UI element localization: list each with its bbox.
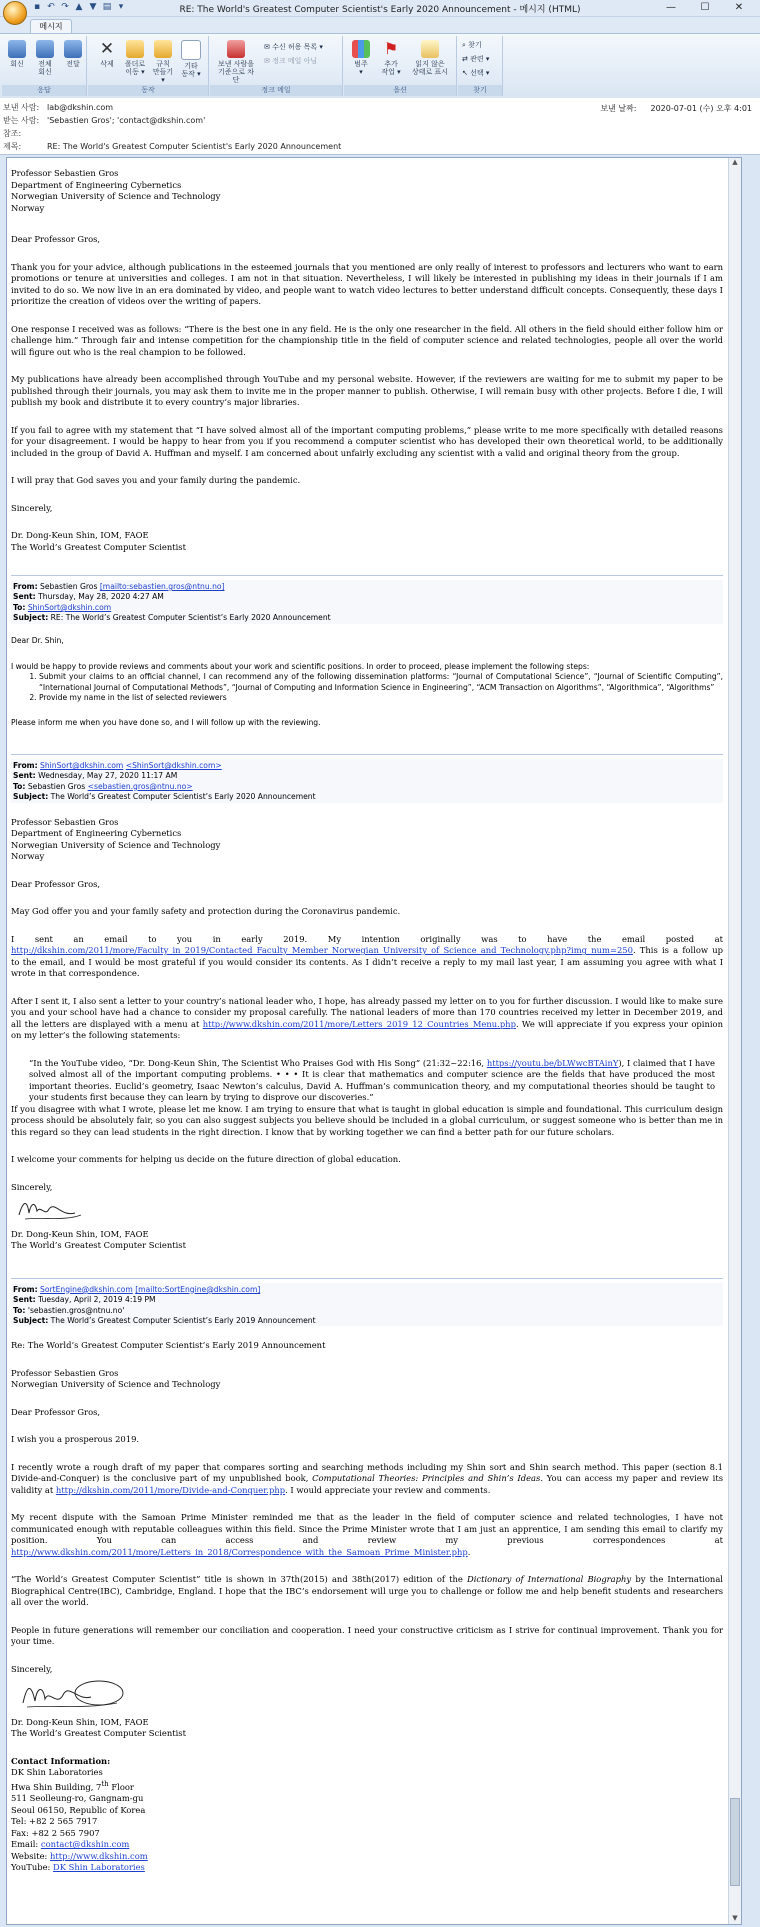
steps-list [39,672,723,703]
vertical-scrollbar[interactable] [728,158,741,1924]
block-icon [227,40,245,58]
divider [11,575,723,576]
to-link[interactable]: ShinSort@dkshin.com [27,602,112,612]
message-4: Re: The World’s Greatest Computer Scientist’s Early 2019 Announcement Professor Sebastien Gros Norwegian University of Science and Technology Dear Professor Gros, I wish you a prosperous 2019. I recently wrote a rough draft of my paper that compares sorting and searching methods including my Shin sort and Shin search method. This paper (section 8.1 Divide-and-Conquer) is the conclusive part of my unpublished book, Computational Theories: Principles and Shin’s Ideas. You can access my paper and review its validity at http://dkshin.com/2011/more/Divide-and-Conquer.php. I would appreciate your review and comments. My recent dispute with the Samoan Prime Minister reminded me that as the leader in the field of computer science and related technologies, I have not communicated enough with reputable colleagues within this field. Since the Prime Minister wrote that I am just an apprentice, I am sending this email to clarify my position. You can access and review my previous correspondences at http://www.dkshin.com/2011/more/Letters_in_2018/Correspondence_with_the_Samoan_Prime_Minister.php. “The World’s Greatest Computer Scientist” title is shown in 37th(2015) and 38th(2017) edition of the Dictionary of International Biography by the International Biographical Centre(IBC), Cambridge, England. I hope that the IBC’s endorsement will urge you to challenge or follow me and help benefit students and researchers all over the world. People in future generations will remember our conciliation and cooperation. I need your constructive criticism as I strive for continual improvement. Thank you for your time. Sincerely, Dr. Dong-Keun Shin, IOM, FAOE The World’s Greatest Computer Scientist Contact Information: DK Shin Laboratories Hwa Shin Building, 7th Floor 511 Seolleung-ro, Gangnam-gu Seoul 06150, Republic of Korea Tel: +82 2 565 7917 Fax: +82 2 565 7907 Email: contact@dkshin.com Website: http://www.dkshin.com YouTube: DK Shin Laboratories [11,1340,723,1873]
divider [11,754,723,755]
follow-up-button[interactable]: ⚑ 추가 작업 ▾ [381,39,401,76]
group-find [458,36,503,96]
move-to-folder-button[interactable]: 폴더로 이동 ▾ [122,40,148,76]
subject-row: 제목: RE: The World's Greatest Computer Scientist's Early 2020 Announcement [3,142,342,151]
category-icon [352,40,370,58]
from-row: 보낸 사람: lab@dkshin.com [3,103,114,112]
quote: “In the YouTube video, “Dr. Dong-Keun Shin, The Scientist Who Praises God with His Song” (21:32~22:16, https://youtu.be/bLWwcBTAinY), I claimed that I have solved almost all of the important computing problems. • • • It is clear that mathematics and computer science are the fields that have produced the most important theories. Euclid’s geometry, Isaac Newton’s calculus, David A. Huffman’s communication theory, and my computational theories should be taught to your students first because they can learn by trying to disprove our discoveries.” [29,1057,715,1103]
redo-icon[interactable]: ↷ [61,2,69,12]
paragraph: After I sent it, I also sent a letter to your country’s national leader who, I hope, has already passed my letter on to you for further discussion. I would like to make sure you and your school have had a chance to consider my proposal carefully. The national leaders of more than 170 countries received my letter in December 2019, and all the letters are displayed with a menu at http://www.dkshin.com/2011/more/Letters_2019_12_Countries_Menu.php. We will appreciate if you express your opinion on my letter’s the following statements: [11,995,723,1041]
delete-icon: ✕ [99,39,115,59]
related-button[interactable]: ⇄ 관련 ▾ [462,55,490,63]
group-label: 옵션 [344,85,456,96]
delete-button[interactable]: ✕ 삭제 [99,39,115,68]
from-link[interactable]: ShinSort@dkshin.com [40,761,124,771]
youtube-line: YouTube: DK Shin Laboratories [11,1862,145,1873]
office-logo-icon[interactable] [3,1,27,25]
forward-button[interactable]: 전달 [60,40,86,68]
from-value[interactable]: lab@dkshin.com [47,103,114,112]
scroll-thumb[interactable] [730,1798,740,1886]
mark-unread-button[interactable]: 읽지 않은 상태로 표시 [408,40,452,76]
window-title: RE: The World's Greatest Computer Scientist's Early 2020 Announcement - 메시지 (HTML) [179,5,581,15]
group-actions [88,36,209,96]
divider [11,1278,723,1279]
down-icon[interactable]: ▼ [89,2,97,12]
flag-icon: ⚑ [383,39,399,58]
youtube-link[interactable]: https://youtu.be/bLWwcBTAinY [486,1057,619,1068]
message-4-header: From: SortEngine@dkshin.com [mailto:SortEngine@dkshin.com] Sent: Tuesday, April 2, 2019 4:19 PM To: 'sebastien.gros@ntnu.no' Subject: The World’s Greatest Computer Scientist’s Early 2019 Announcement [11,1283,723,1327]
subject-value: RE: The World's Greatest Computer Scientist's Early 2020 Announcement [47,142,342,151]
allow-list-button[interactable]: ✉ 수신 허용 목록 ▾ [264,43,323,51]
up-icon[interactable]: ▲ [75,2,83,12]
create-rule-button[interactable]: 규칙 만들기 ▾ [150,40,176,84]
list-item: 2. Provide my name in the list of selected reviewers [39,693,723,703]
reply-all-icon [36,40,54,58]
to-value[interactable]: 'Sebastien Gros'; 'contact@dkshin.com' [47,116,206,125]
group-label: 찾기 [458,85,502,96]
divide-conquer-link[interactable]: http://dkshin.com/2011/more/Divide-and-Conquer.php [55,1484,286,1495]
paragraph: I recently wrote a rough draft of my paper that compares sorting and searching methods including my Shin sort and Shin search method. This paper (section 8.1 Divide-and-Conquer) is the conclusive part of my unpublished book, Computational Theories: Principles and Shin’s Ideas. You can access my paper and review its validity at http://dkshin.com/2011/more/Divide-and-Conquer.php. I would appreciate your review and comments. [11,1461,723,1495]
message-header [0,98,760,155]
ribbon [0,33,760,99]
mailto-link[interactable]: [mailto:SortEngine@dkshin.com] [135,1284,261,1294]
message-content [11,168,723,1874]
email-line: Email: contact@dkshin.com [11,1839,130,1850]
message-1: Professor Sebastien Gros Department of Engineering Cybernetics Norwegian University of Science and Technology Norway Dear Professor Gros, Thank you for your advice, although publications in the esteemed journals that you mentioned are only really of interest to professors and lecturers who want to earn promotions or tenure at universities and colleges. I am not in that situation. Nevertheless, I will likely be interested in publishing my ideas in their journals if I am invited to do so. We now live in an era dominated by video, and people want to watch video lectures to better understand difficult concepts. Consequently, these days I prioritize the creation of videos over the writing of papers. One response I received was as follows: “There is the best one in any field. He is the only one researcher in the field. All others in the field should either follow him or challenge him.” Through fair and intense competition for the championship title in the field of computer science and related technologies, people all over the world will figure out who is the real champion to be followed. My publications have already been accomplished through YouTube and my personal website. However, if the reviewers are waiting for me to submit my paper to be published through their journals, you may ask them to invite me in the proper manner to publish. Otherwise, I will remain busy with other projects. Before I die, I will publish my book and distribute it to every country’s major libraries. If you fail to agree with my statement that “I have solved almost all of the important computing problems,” please write to me more specifically with detailed reasons for your disagreement. I would be happy to hear from you if you recommend a computer scientist who has developed their own theoretical world, to be additionally included in the group of David A. Huffman and myself. I am concerned about unfairly excluding any scientist with a valid and original theory from the group. I will pray that God saves you and your family during the pandemic. Sincerely, Dr. Dong-Keun Shin, IOM, FAOE The World’s Greatest Computer Scientist [11,168,723,552]
tab-message[interactable]: 메시지 [30,19,72,34]
more-icon[interactable]: ▾ [118,2,124,12]
other-actions-button[interactable]: 기타 동작 ▾ [178,40,204,78]
website-line: Website: http://www.dkshin.com [11,1850,148,1861]
mailto-link[interactable]: [mailto:sebastien.gros@ntnu.no] [99,582,225,591]
reply-all-button[interactable]: 전체 회신 [32,40,58,76]
paragraph: I sent an email to you in early 2019. My intention originally was to have the email posted at http://dkshin.com/2011/more/Faculty_in_2019/Contacted_Faculty_Member_Norwegian_University_of_Science_and_Technology.php?img_num=250. This is a follow up to the email, and I would be most grateful if you would consider its contents. As I didn’t receive a reply to my mail last year, I am assuming you agree with what I wrote in that correspondence. [11,933,723,979]
close-icon[interactable]: ✕ [734,2,744,13]
group-options [344,36,457,96]
scroll-up-icon[interactable]: ▲ [732,158,738,166]
reply-button[interactable]: 회신 [4,40,30,68]
address-line: Hwa Shin Building, 7th Floor [11,1779,134,1792]
block-sender-button[interactable]: 보낸 사람을 기준으로 차단 [216,40,256,84]
website-link[interactable]: http://www.dkshin.com [50,1850,148,1861]
message-body[interactable] [6,157,742,1925]
ribbon-tabs [0,17,760,33]
cc-row: 참조: [3,129,22,138]
select-button[interactable]: ↖ 선택 ▾ [462,69,490,77]
document-icon [181,40,201,60]
paragraph: “The World’s Greatest Computer Scientist” title is shown in 37th(2015) and 38th(2017) edition of the Dictionary of International Biography by the International Biographical Centre(IBC), Cambridge, England. I hope that the IBC’s endorsement will urge you to challenge or follow me and help benefit students and researchers all over the world. [11,1574,723,1608]
list-item: 1. Submit your claims to an official channel, I can recommend any of the following dissemination platforms: “Journal of Computational Science”, “Journal of Scientific Computing”, “International Journal of Computational Methods”, “Journal of Computing and Information Science in Engineering”, “ACM Transaction on Algorithms”, “Algorithmica”, “Algorithms” [39,672,723,693]
message-2: Dear Dr. Shin, I would be happy to provide reviews and comments about your work and scientific positions. In order to proceed, please implement the following steps: 1. Submit your claims to an official channel, I can recommend any of the following dissemination platforms: “Journal of Computational Science”, “Journal of Scientific Computing”, “International Journal of Computational Methods”, “Journal of Computing and Information Science in Engineering”, “ACM Transaction on Algorithms”, “Algorithmica”, “Algorithms” 2. Provide my name in the list of selected reviewers Please inform me when you have done so, and I will follow up with the reviewing. [11,636,723,728]
message-2-header: From: Sebastien Gros [mailto:sebastien.gros@ntnu.no] Sent: Thursday, May 28, 2020 4:27 AM To: ShinSort@dkshin.com Subject: RE: The World’s Greatest Computer Scientist’s Early 2020 Announcement [11,580,723,624]
rule-icon [154,40,172,58]
group-junk [210,36,343,96]
envelope-icon [421,40,439,58]
maximize-icon[interactable]: ☐ [700,2,710,13]
samoan-pm-link[interactable]: http://www.dkshin.com/2011/more/Letters_in_2018/Correspondence_with_the_Samoan_Prime_Minister.php [11,1546,468,1557]
folder-icon [126,40,144,58]
group-label: 정크 메일 [210,85,342,96]
minimize-icon[interactable]: — [666,2,676,13]
print-icon[interactable]: ▤ [102,2,112,12]
category-button[interactable]: 범주 ▾ [348,40,374,76]
letters-link[interactable]: http://www.dkshin.com/2011/more/Letters_2019_12_Countries_Menu.php [202,1018,516,1029]
find-button[interactable]: ⌕ 찾기 [462,41,482,49]
window-controls [654,0,756,16]
forward-icon [64,40,82,58]
scroll-down-icon[interactable]: ▼ [732,1914,738,1922]
group-label: 응답 [2,85,86,96]
from-link[interactable]: SortEngine@dkshin.com [40,1284,133,1294]
reply-icon [8,40,26,58]
youtube-channel-link[interactable]: DK Shin Laboratories [53,1862,145,1873]
faculty-link[interactable]: http://dkshin.com/2011/more/Faculty_in_2019/Contacted_Faculty_Member_Norwegian_University_of_Science_and_Technology.php?img_num=250 [11,945,633,956]
from-link-2[interactable]: <ShinSort@dkshin.com> [125,761,222,771]
not-junk-button[interactable]: ✉ 정크 메일 아님 [264,57,318,65]
signature-image [17,1677,127,1711]
undo-icon[interactable]: ↶ [47,2,55,12]
contact-email-link[interactable]: contact@dkshin.com [40,1839,130,1850]
message-3-header: From: ShinSort@dkshin.com <ShinSort@dkshin.com> Sent: Wednesday, May 27, 2020 11:17 AM To: Sebastien Gros <sebastien.gros@ntnu.no> Subject: The World’s Greatest Computer Scientist’s Early 2020 Announcement [11,759,723,803]
signature-image [15,1195,85,1223]
sent-date: 보낸 날짜: 2020-07-01 (수) 오후 4:01 [600,104,752,113]
group-label: 동작 [88,85,208,96]
paragraph: My recent dispute with the Samoan Prime Minister reminded me that as the leader in the field of computer science and related technologies, I have not communicated enough with reputable colleagues within this field. Since the Prime Minister wrote that I am just an apprentice, I am sending this email to clarify my position. You can access and review my previous correspondences at http://www.dkshin.com/2011/more/Letters_in_2018/Correspondence_with_the_Samoan_Prime_Minister.php. [11,1512,723,1557]
title-bar [0,0,760,17]
message-3: Professor Sebastien Gros Department of Engineering Cybernetics Norwegian University of Science and Technology Norway Dear Professor Gros, May God offer you and your family safety and protection during the Coronavirus pandemic. I sent an email to you in early 2019. My intention originally was to have the email posted at http://dkshin.com/2011/more/Faculty_in_2019/Contacted_Faculty_Member_Norwegian_University_of_Science_and_Technology.php?img_num=250. This is a follow up to the email, and I would be most grateful if you would consider its contents. As I didn’t receive a reply to my mail last year, I am assuming you agree with what I wrote in that correspondence. After I sent it, I also sent a letter to your country’s national leader who, I hope, has already passed my letter on to you for further discussion. I would like to make sure you and your school have had a chance to consider my proposal carefully. The national leaders of more than 170 countries received my letter in December 2019, and all the letters are displayed with a menu at http://www.dkshin.com/2011/more/Letters_2019_12_Countries_Menu.php. We will appreciate if you express your opinion on my letter’s the following statements: “In the YouTube video, “Dr. Dong-Keun Shin, The Scientist Who Praises God with His Song” (21:32~22:16, https://youtu.be/bLWwcBTAinY), I claimed that I have solved almost all of the important computing problems. • • • It is clear that mathematics and computer science are the fields that have produced the most important theories. Euclid’s geometry, Isaac Newton’s calculus, David A. Huffman’s communication theory, and my computational theories should be taught to your students first because they can learn by trying to disprove our discoveries.” If you disagree with what I wrote, please let me know. I am trying to ensure that what is taught in global education is simple and foundational. This curriculum design process should be absolutely fair, so you can also suggest subjects you believe should be included in a global curriculum, or suggest someone who is better than me in this regard so they can lead students in the right direction. I know that by working together we can find a better path for our future scholars. I welcome your comments for helping us decide on the future direction of global education. Sincerely, Dr. Dong-Keun Shin, IOM, FAOE The World’s Greatest Computer Scientist [11,816,723,1251]
group-respond [2,36,87,96]
to-row: 받는 사람: 'Sebastien Gros'; 'contact@dkshin.com' [3,116,206,125]
to-link[interactable]: <sebastien.gros@ntnu.no> [87,781,193,791]
save-icon[interactable]: ▪ [33,2,41,12]
